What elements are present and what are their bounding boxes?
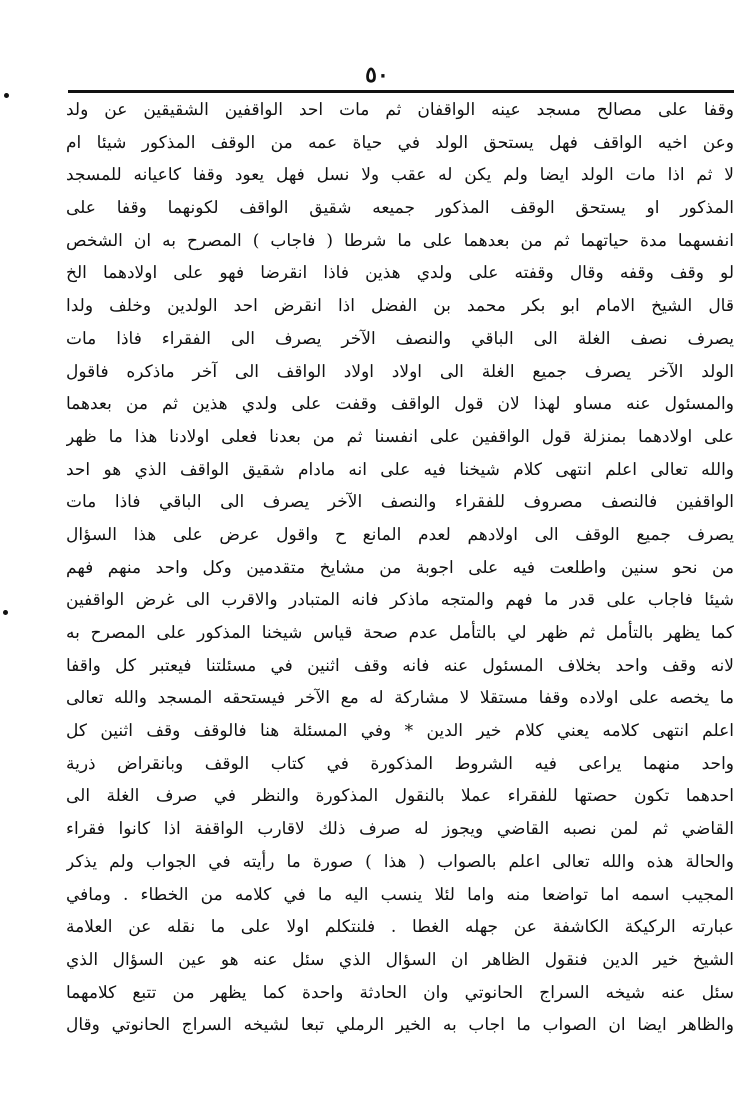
text-line: الشيخ خير الدين فنقول الظاهر ان السؤال الذي سئل عنه هو عين السؤال الذي: [66, 949, 734, 970]
text-line: المذكور او يستحق الوقف المذكور جميعه شقيق الواقف لكونهما وقفا على: [66, 198, 734, 219]
text-line: قال الشيخ الامام ابو بكر محمد بن الفضل اذا انقرض احد الولدين وخلف ولدا: [66, 296, 734, 317]
text-line: احدهما تكون حصتها للفقراء عملا بالنقول المذكورة والنظر في صرف الغلة الى: [66, 786, 734, 807]
text-line: كما يظهر بالتأمل ثم ظهر لي بالتأمل عدم صحة قياس شيخنا المذكور على المصرح به: [66, 623, 734, 643]
text-line: يصرف نصف الغلة الى الباقي والنصف الآخر يصرف الى الفقراء فاذا مات: [66, 328, 734, 349]
text-line: لا ثم اذا مات الولد ايضا ولم يكن له عقب ولا نسل فهل يعود وقفا كاعيانه للمسجد: [66, 165, 734, 186]
text-line: من نحو سنين واطلعت فيه على اجوبة من مشايخ متقدمين وكل واحد منهم فهم: [66, 557, 734, 578]
text-line: القاضي ثم لمن نصبه القاضي ويجوز له صرف ذلك لاقارب الواقفة اذا كانوا فقراء: [66, 819, 734, 840]
text-line: عبارته الركيكة الكاشفة عن جهله الغطا . فلنتكلم اولا على ما نقله عن العلامة: [66, 917, 734, 938]
text-line: الواقفين فالنصف مصروف للفقراء والنصف الآخر يصرف الى الباقي فاذا مات: [66, 492, 734, 513]
text-line: واحد منهما يراعى فيه الشروط المذكورة في كتاب الوقف وبانقراض ذرية: [66, 753, 734, 774]
text-line: وقفا على مصالح مسجد عينه الواقفان ثم مات احد الواقفين الشقيقين عن ولد: [66, 100, 734, 120]
header-rule: [68, 90, 734, 93]
text-line: انفسهما مدة حياتهما ثم من بعدهما على ما شرطا ( فاجاب ) المصرح به ان الشخص: [66, 230, 734, 251]
text-line: على اولادهما بمنزلة قول الواقفين على انفسنا ثم من بعدنا فعلى اولادنا هذا ما ظهر: [66, 426, 734, 447]
text-line: اعلم انتهى كلامه يعني كلام خير الدين * وفي المسئلة هنا فالوقف وقف اثنين كل: [66, 721, 734, 742]
text-line: والحالة هذه والله تعالى اعلم بالصواب ( هذا ) صورة ما رأيته في الجواب ولم يذكر: [66, 851, 734, 872]
text-line: والمسئول عنه مساو لهذا لان قول الواقف وقفت على ولدي هذين ثم من بعدهما: [66, 394, 734, 415]
text-line: والله تعالى اعلم انتهى كلام شيخنا فيه على انه مادام شقيق الواقف الذي هو احد: [66, 459, 734, 480]
page-number: ٥٠: [365, 62, 389, 88]
text-line: والظاهر ايضا ان الصواب ما اجاب به الخير الرملي تبعا لشيخه السراج الحانوتي وقال: [66, 1015, 734, 1036]
text-line: شيئا فاجاب على قدر ما فهم والمتجه ماذكر فانه المتبادر والاقرب الى غرض الواقفين: [66, 590, 734, 611]
main-text: [66, 94, 734, 1042]
margin-dot: [3, 610, 8, 615]
text-line: المجيب اسمه اما تواضعا منه واما لئلا ينسب اليه ما في كلامه من الخطاء . ومافي: [66, 884, 734, 905]
text-line: لو وقف وقفه وقال وقفته على ولدي هذين فاذا انقرضا فهو على اولادهما الخ: [66, 263, 734, 284]
text-line: سئل عنه شيخه السراج الحانوتي وان الحادثة واحدة كما يظهر من تتبع كلامهما: [66, 982, 734, 1003]
text-line: الولد الآخر يصرف جميع الغلة الى اولاد اولاد الواقف الى آخر ماذكره فاقول: [66, 361, 734, 382]
text-line: وعن اخيه الواقف فهل يستحق الولد في حياة عمه من الوقف المذكور شيئا ام: [66, 132, 734, 153]
margin-dot: [4, 93, 9, 98]
text-line: لانه وقف واحد بخلاف المسئول عنه فانه وقف اثنين في مسئلتنا فيعتبر كل واقفا: [66, 655, 734, 676]
text-line: ما يخصه على اولاده وقفا مستقلا لا مشاركة له مع الآخر فيستحقه المسجد والله تعالى: [66, 688, 734, 709]
text-line: يصرف جميع الوقف الى اولادهم لعدم المانع ح واقول عرض على هذا السؤال: [66, 524, 734, 545]
